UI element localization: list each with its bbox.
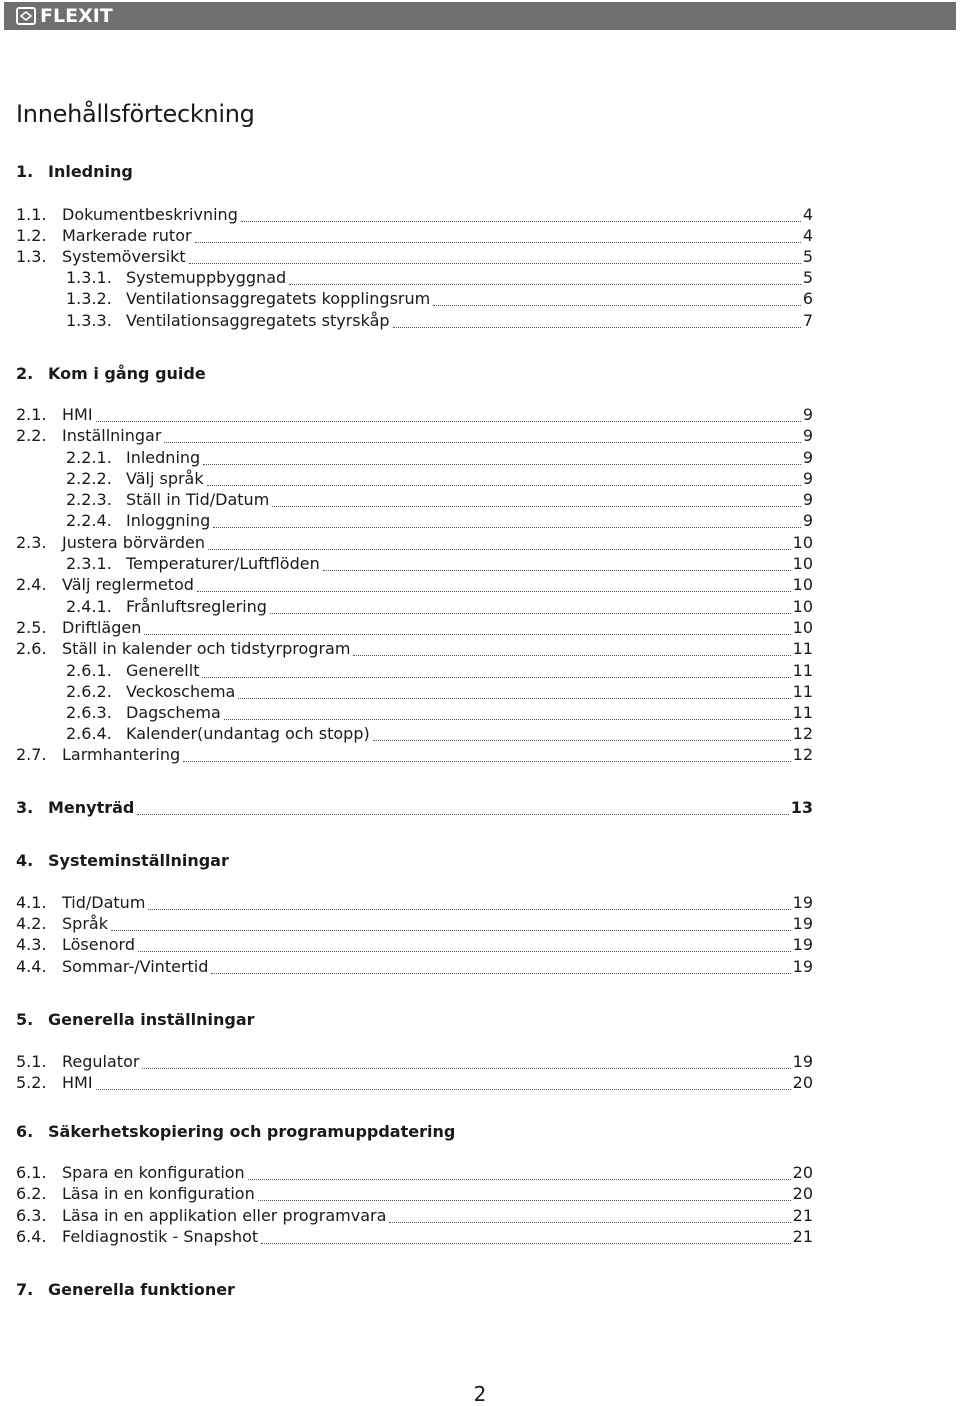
toc-leader bbox=[202, 676, 790, 678]
toc-entry bbox=[66, 267, 813, 288]
toc-leader bbox=[323, 569, 791, 571]
toc-page-number: 10 bbox=[792, 597, 813, 616]
toc-leader bbox=[138, 950, 791, 952]
toc-page-number: 13 bbox=[790, 798, 813, 817]
toc-leader bbox=[270, 612, 791, 614]
toc-number: 4.1. bbox=[16, 893, 47, 912]
toc-number: 2.6.4. bbox=[66, 724, 112, 743]
toc-leader bbox=[96, 1088, 791, 1090]
toc-number: 1.1. bbox=[16, 205, 47, 224]
toc-number: 3. bbox=[16, 798, 34, 817]
toc-title: Lösenord bbox=[62, 935, 135, 954]
toc-page-number: 5 bbox=[802, 268, 813, 287]
toc-title: HMI bbox=[62, 405, 93, 424]
toc-leader bbox=[272, 505, 801, 507]
toc-number: 1. bbox=[16, 162, 34, 181]
toc-leader bbox=[111, 929, 791, 931]
toc-entry bbox=[16, 956, 813, 977]
toc-page-number: 10 bbox=[792, 618, 813, 637]
toc-title: Sommar-/Vintertid bbox=[62, 957, 209, 976]
toc-number: 2. bbox=[16, 364, 34, 383]
toc-section-heading bbox=[16, 363, 813, 384]
toc-page-number: 19 bbox=[792, 1052, 813, 1071]
toc-title: Läsa in en konfiguration bbox=[62, 1184, 255, 1203]
toc-number: 2.3. bbox=[16, 533, 47, 552]
toc-title: Generellt bbox=[126, 661, 200, 680]
toc-page-number: 20 bbox=[792, 1184, 813, 1203]
toc-section-heading bbox=[16, 850, 813, 871]
toc-number: 5. bbox=[16, 1010, 34, 1029]
toc-title: Frånluftsreglering bbox=[126, 597, 267, 616]
toc-title: Ställ in kalender och tidstyrprogram bbox=[62, 639, 351, 658]
toc-title: Markerade rutor bbox=[62, 226, 192, 245]
toc-page-number: 11 bbox=[792, 639, 813, 658]
toc-entry bbox=[16, 574, 813, 595]
toc-section-heading bbox=[16, 797, 813, 818]
toc-entry bbox=[66, 468, 813, 489]
toc-title: Inledning bbox=[48, 162, 133, 181]
toc-page-number: 7 bbox=[802, 311, 813, 330]
toc-page-number: 21 bbox=[792, 1227, 813, 1246]
toc-entry bbox=[66, 723, 813, 744]
toc-page-number: 9 bbox=[802, 426, 813, 445]
toc-title: Ventilationsaggregatets kopplingsrum bbox=[126, 289, 431, 308]
toc-entry bbox=[16, 1162, 813, 1183]
toc-title: Justera börvärden bbox=[62, 533, 206, 552]
toc-title: Säkerhetskopiering och programuppdatering bbox=[48, 1122, 456, 1141]
toc-title: Inloggning bbox=[126, 511, 211, 530]
toc-leader bbox=[203, 463, 801, 465]
toc-number: 1.3.2. bbox=[66, 289, 112, 308]
toc-leader bbox=[144, 633, 790, 635]
toc-title: Systemöversikt bbox=[62, 247, 186, 266]
toc-entry bbox=[66, 681, 813, 702]
toc-number: 1.3.1. bbox=[66, 268, 112, 287]
toc-number: 2.1. bbox=[16, 405, 47, 424]
toc-page-number: 11 bbox=[792, 682, 813, 701]
toc-title: Välj reglermetod bbox=[62, 575, 194, 594]
toc-entry bbox=[16, 1051, 813, 1072]
toc-title: Kalender(undantag och stopp) bbox=[126, 724, 370, 743]
toc-leader bbox=[433, 304, 801, 306]
toc-leader bbox=[248, 1178, 791, 1180]
toc-entry bbox=[66, 489, 813, 510]
toc-title: Välj språk bbox=[126, 469, 204, 488]
toc-page-number: 11 bbox=[792, 703, 813, 722]
toc-number: 2.2.3. bbox=[66, 490, 112, 509]
toc-title: Spara en konfiguration bbox=[62, 1163, 245, 1182]
toc-number: 2.6. bbox=[16, 639, 47, 658]
toc-leader bbox=[142, 1067, 790, 1069]
toc-entry bbox=[16, 532, 813, 553]
toc-entry bbox=[16, 934, 813, 955]
toc-page-number: 4 bbox=[802, 205, 813, 224]
toc-entry bbox=[16, 1205, 813, 1226]
toc-leader bbox=[238, 697, 790, 699]
toc-number: 4.2. bbox=[16, 914, 47, 933]
toc-number: 4.3. bbox=[16, 935, 47, 954]
toc-number: 2.2. bbox=[16, 426, 47, 445]
toc-leader bbox=[208, 548, 791, 550]
toc-leader bbox=[137, 813, 788, 815]
toc-page-number: 20 bbox=[792, 1163, 813, 1182]
toc-page-number: 6 bbox=[802, 289, 813, 308]
toc-entry bbox=[66, 702, 813, 723]
toc-entry bbox=[16, 1226, 813, 1247]
toc-number: 1.2. bbox=[16, 226, 47, 245]
toc-number: 2.4. bbox=[16, 575, 47, 594]
toc-number: 6.4. bbox=[16, 1227, 47, 1246]
toc-leader bbox=[211, 972, 790, 974]
toc-section-heading bbox=[16, 1121, 813, 1142]
toc-leader bbox=[213, 526, 801, 528]
toc-leader bbox=[393, 326, 801, 328]
toc-leader bbox=[148, 908, 790, 910]
toc-number: 7. bbox=[16, 1280, 34, 1299]
toc-entry bbox=[16, 617, 813, 638]
toc-number: 4. bbox=[16, 851, 34, 870]
toc-number: 5.2. bbox=[16, 1073, 47, 1092]
toc-title: Generella funktioner bbox=[48, 1280, 235, 1299]
toc-number: 2.2.2. bbox=[66, 469, 112, 488]
toc-entry bbox=[66, 553, 813, 574]
toc-entry bbox=[66, 510, 813, 531]
toc-leader bbox=[195, 241, 801, 243]
toc-title: Ventilationsaggregatets styrskåp bbox=[126, 311, 390, 330]
toc-title: Veckoschema bbox=[126, 682, 236, 701]
toc-page-number: 9 bbox=[802, 490, 813, 509]
toc-section-heading bbox=[16, 161, 813, 182]
toc-section-heading bbox=[16, 1279, 813, 1300]
toc-number: 6. bbox=[16, 1122, 34, 1141]
toc-page-number: 5 bbox=[802, 247, 813, 266]
toc-page-number: 4 bbox=[802, 226, 813, 245]
toc-leader bbox=[241, 220, 801, 222]
toc-page-number: 10 bbox=[792, 554, 813, 573]
flexit-logo-icon bbox=[16, 7, 36, 25]
toc-title: Driftlägen bbox=[62, 618, 142, 637]
brand-name: FLEXIT bbox=[40, 5, 113, 27]
toc-title: Tid/Datum bbox=[62, 893, 146, 912]
toc-title: Systeminställningar bbox=[48, 851, 229, 870]
toc-page-number: 9 bbox=[802, 469, 813, 488]
toc-entry bbox=[66, 660, 813, 681]
toc-title: Ställ in Tid/Datum bbox=[126, 490, 270, 509]
toc-entry bbox=[16, 246, 813, 267]
toc-page-number: 21 bbox=[792, 1206, 813, 1225]
toc-page-number: 20 bbox=[792, 1073, 813, 1092]
toc-entry bbox=[16, 1072, 813, 1093]
toc-entry bbox=[16, 638, 813, 659]
toc-leader bbox=[197, 590, 791, 592]
toc-title: Temperaturer/Luftflöden bbox=[126, 554, 320, 573]
toc-leader bbox=[353, 654, 790, 656]
toc-number: 2.6.1. bbox=[66, 661, 112, 680]
toc-leader bbox=[289, 283, 801, 285]
toc-section-heading bbox=[16, 1009, 813, 1030]
toc-entry bbox=[66, 596, 813, 617]
toc-title: Inställningar bbox=[62, 426, 162, 445]
toc-leader bbox=[224, 718, 791, 720]
toc-number: 6.1. bbox=[16, 1163, 47, 1182]
toc-page-number: 9 bbox=[802, 405, 813, 424]
toc-page-number: 9 bbox=[802, 448, 813, 467]
toc-entry bbox=[66, 310, 813, 331]
toc-page-number: 10 bbox=[792, 533, 813, 552]
toc-number: 1.3. bbox=[16, 247, 47, 266]
toc-entry bbox=[16, 425, 813, 446]
toc-title: Läsa in en applikation eller programvara bbox=[62, 1206, 387, 1225]
toc-number: 2.3.1. bbox=[66, 554, 112, 573]
toc-number: 2.4.1. bbox=[66, 597, 112, 616]
toc-leader bbox=[373, 739, 791, 741]
toc-leader bbox=[183, 760, 791, 762]
toc-number: 2.7. bbox=[16, 745, 47, 764]
header-bar bbox=[4, 2, 956, 30]
toc-leader bbox=[389, 1221, 790, 1223]
toc-leader bbox=[258, 1199, 791, 1201]
toc-number: 4.4. bbox=[16, 957, 47, 976]
toc-number: 2.2.4. bbox=[66, 511, 112, 530]
toc-leader bbox=[164, 441, 800, 443]
toc-title: HMI bbox=[62, 1073, 93, 1092]
page-title: Innehållsförteckning bbox=[16, 100, 255, 128]
toc-title: Systemuppbyggnad bbox=[126, 268, 287, 287]
toc-number: 1.3.3. bbox=[66, 311, 112, 330]
toc-title: Dokumentbeskrivning bbox=[62, 205, 238, 224]
toc-entry bbox=[16, 404, 813, 425]
toc-entry bbox=[16, 744, 813, 765]
toc-title: Generella inställningar bbox=[48, 1010, 255, 1029]
toc-page-number: 19 bbox=[792, 935, 813, 954]
toc-page-number: 12 bbox=[792, 724, 813, 743]
page-number: 2 bbox=[473, 1382, 487, 1406]
toc-leader bbox=[207, 484, 801, 486]
toc-entry bbox=[66, 447, 813, 468]
toc-leader bbox=[96, 420, 801, 422]
toc-title: Regulator bbox=[62, 1052, 140, 1071]
toc-page-number: 10 bbox=[792, 575, 813, 594]
toc-title: Menyträd bbox=[48, 798, 135, 817]
toc-title: Dagschema bbox=[126, 703, 221, 722]
toc-page-number: 19 bbox=[792, 957, 813, 976]
toc-entry bbox=[66, 288, 813, 309]
toc-page-number: 9 bbox=[802, 511, 813, 530]
toc-page-number: 11 bbox=[792, 661, 813, 680]
toc-number: 6.3. bbox=[16, 1206, 47, 1225]
toc-title: Feldiagnostik - Snapshot bbox=[62, 1227, 259, 1246]
toc-entry bbox=[16, 1183, 813, 1204]
toc-entry bbox=[16, 204, 813, 225]
toc-page-number: 12 bbox=[792, 745, 813, 764]
toc-leader bbox=[261, 1242, 790, 1244]
toc-title: Inledning bbox=[126, 448, 201, 467]
toc-number: 2.5. bbox=[16, 618, 47, 637]
brand-logo bbox=[16, 7, 113, 25]
toc-leader bbox=[189, 262, 801, 264]
toc-entry bbox=[16, 225, 813, 246]
toc-number: 2.6.3. bbox=[66, 703, 112, 722]
toc-page-number: 19 bbox=[792, 893, 813, 912]
toc-page-number: 19 bbox=[792, 914, 813, 933]
toc-entry bbox=[16, 892, 813, 913]
toc-number: 2.6.2. bbox=[66, 682, 112, 701]
toc-number: 2.2.1. bbox=[66, 448, 112, 467]
toc-number: 6.2. bbox=[16, 1184, 47, 1203]
toc-entry bbox=[16, 913, 813, 934]
toc-number: 5.1. bbox=[16, 1052, 47, 1071]
toc-title: Språk bbox=[62, 914, 108, 933]
toc-title: Larmhantering bbox=[62, 745, 181, 764]
toc-title: Kom i gång guide bbox=[48, 364, 206, 383]
